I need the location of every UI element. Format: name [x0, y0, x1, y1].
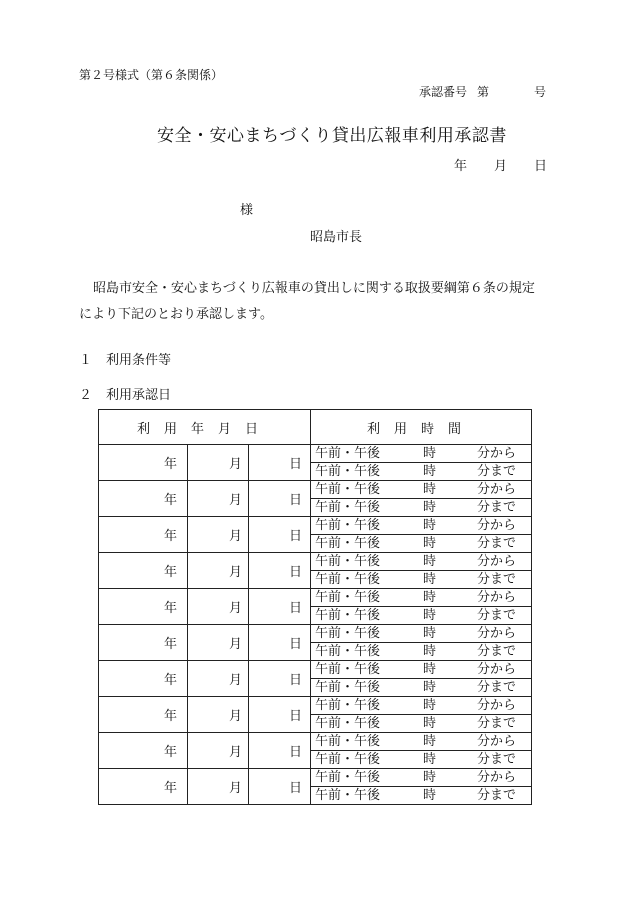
- end-ampm: 午前・午後: [315, 536, 381, 551]
- start-ampm: 午前・午後: [315, 590, 381, 605]
- end-ampm: 午前・午後: [315, 608, 381, 623]
- start-ampm: 午前・午後: [315, 554, 381, 569]
- end-hour: 時: [423, 608, 437, 623]
- end-hour: 時: [423, 680, 437, 695]
- section-2-label: 利用承認日: [106, 388, 172, 403]
- end-time-line: [311, 499, 531, 516]
- month-cell: 月: [188, 589, 249, 625]
- end-minute: 分まで: [477, 464, 517, 479]
- start-minute: 分から: [477, 662, 517, 677]
- start-time-line: [311, 661, 531, 678]
- body-text-line1: 昭島市安全・安心まちづくり広報車の貸出しに関する取扱要綱第６条の規定: [93, 281, 535, 296]
- end-hour: 時: [423, 644, 437, 659]
- start-hour: 時: [423, 734, 437, 749]
- end-ampm: 午前・午後: [315, 788, 381, 803]
- end-time-cell: [311, 715, 532, 733]
- month-cell: 月: [188, 481, 249, 517]
- month-cell: 月: [188, 733, 249, 769]
- end-time-line: [311, 607, 531, 624]
- start-hour: 時: [423, 590, 437, 605]
- end-minute: 分まで: [477, 644, 517, 659]
- start-ampm: 午前・午後: [315, 770, 381, 785]
- day-cell: 日: [249, 661, 311, 697]
- start-time-line: [311, 553, 531, 570]
- start-ampm: 午前・午後: [315, 446, 381, 461]
- month-cell: 月: [188, 445, 249, 481]
- section-2-number: ２: [79, 388, 93, 403]
- end-time-cell: [311, 751, 532, 769]
- start-hour: 時: [423, 626, 437, 641]
- end-ampm: 午前・午後: [315, 500, 381, 515]
- start-ampm: 午前・午後: [315, 698, 381, 713]
- start-minute: 分から: [477, 518, 517, 533]
- end-time-line: [311, 715, 531, 732]
- start-hour: 時: [423, 518, 437, 533]
- start-time-cell: [311, 733, 532, 751]
- day-cell: 日: [249, 445, 311, 481]
- start-hour: 時: [423, 698, 437, 713]
- table-row: [99, 589, 532, 607]
- start-hour: 時: [423, 446, 437, 461]
- end-time-cell: [311, 643, 532, 661]
- end-hour: 時: [423, 464, 437, 479]
- start-time-cell: [311, 625, 532, 643]
- day-cell: 日: [249, 589, 311, 625]
- end-ampm: 午前・午後: [315, 464, 381, 479]
- month-cell: 月: [188, 625, 249, 661]
- end-minute: 分まで: [477, 536, 517, 551]
- table-header-row: [99, 410, 532, 445]
- start-minute: 分から: [477, 554, 517, 569]
- year-cell: 年: [99, 481, 188, 517]
- end-ampm: 午前・午後: [315, 716, 381, 731]
- approval-number-suffix: 号: [534, 85, 547, 99]
- start-time-cell: [311, 445, 532, 463]
- day-cell: 日: [249, 769, 311, 805]
- day-cell: 日: [249, 733, 311, 769]
- approval-number-prefix: 第: [477, 85, 490, 99]
- start-minute: 分から: [477, 698, 517, 713]
- start-time-line: [311, 733, 531, 750]
- end-time-line: [311, 787, 531, 804]
- issue-year: 年: [454, 159, 468, 174]
- end-time-cell: [311, 679, 532, 697]
- day-cell: 日: [249, 553, 311, 589]
- month-cell: 月: [188, 517, 249, 553]
- end-hour: 時: [423, 572, 437, 587]
- table-row: [99, 517, 532, 535]
- end-time-cell: [311, 499, 532, 517]
- end-ampm: 午前・午後: [315, 752, 381, 767]
- table-row: [99, 661, 532, 679]
- end-minute: 分まで: [477, 680, 517, 695]
- year-cell: 年: [99, 553, 188, 589]
- start-time-cell: [311, 481, 532, 499]
- year-cell: 年: [99, 517, 188, 553]
- end-hour: 時: [423, 536, 437, 551]
- start-time-cell: [311, 661, 532, 679]
- end-minute: 分まで: [477, 572, 517, 587]
- start-ampm: 午前・午後: [315, 482, 381, 497]
- section-1-label: 利用条件等: [106, 353, 172, 368]
- start-time-line: [311, 445, 531, 462]
- start-time-cell: [311, 769, 532, 787]
- issue-day: 日: [534, 159, 548, 174]
- table-row: [99, 697, 532, 715]
- table-row: [99, 481, 532, 499]
- start-hour: 時: [423, 554, 437, 569]
- start-minute: 分から: [477, 734, 517, 749]
- start-ampm: 午前・午後: [315, 626, 381, 641]
- end-ampm: 午前・午後: [315, 572, 381, 587]
- end-time-line: [311, 679, 531, 696]
- page-title: 安全・安心まちづくり貸出広報車利用承認書: [157, 126, 507, 146]
- end-hour: 時: [423, 500, 437, 515]
- start-hour: 時: [423, 770, 437, 785]
- start-time-line: [311, 697, 531, 714]
- year-cell: 年: [99, 589, 188, 625]
- end-hour: 時: [423, 788, 437, 803]
- start-hour: 時: [423, 662, 437, 677]
- end-time-cell: [311, 571, 532, 589]
- table-row: [99, 625, 532, 643]
- end-time-line: [311, 463, 531, 480]
- end-minute: 分まで: [477, 716, 517, 731]
- end-hour: 時: [423, 716, 437, 731]
- month-cell: 月: [188, 553, 249, 589]
- end-ampm: 午前・午後: [315, 644, 381, 659]
- start-time-line: [311, 589, 531, 606]
- section-1-number: １: [79, 353, 93, 368]
- body-text-line2: により下記のとおり承認します。: [79, 307, 273, 322]
- approval-number-label: 承認番号: [419, 85, 468, 99]
- end-time-cell: [311, 607, 532, 625]
- start-time-line: [311, 481, 531, 498]
- issuer-name: 昭島市長: [310, 230, 363, 245]
- start-hour: 時: [423, 482, 437, 497]
- schedule-table: [98, 409, 532, 805]
- year-cell: 年: [99, 733, 188, 769]
- day-cell: 日: [249, 625, 311, 661]
- start-time-cell: [311, 589, 532, 607]
- year-cell: 年: [99, 697, 188, 733]
- end-minute: 分まで: [477, 500, 517, 515]
- addressee-honorific: 様: [240, 203, 254, 218]
- table-row: [99, 553, 532, 571]
- table-row: [99, 733, 532, 751]
- day-cell: 日: [249, 481, 311, 517]
- start-minute: 分から: [477, 446, 517, 461]
- start-time-cell: [311, 553, 532, 571]
- header-time: 利用時間: [311, 410, 532, 445]
- issue-month: 月: [494, 159, 508, 174]
- start-ampm: 午前・午後: [315, 662, 381, 677]
- start-minute: 分から: [477, 590, 517, 605]
- start-time-line: [311, 517, 531, 534]
- end-time-line: [311, 571, 531, 588]
- year-cell: 年: [99, 445, 188, 481]
- end-minute: 分まで: [477, 608, 517, 623]
- header-date: 利用年月日: [99, 410, 311, 445]
- end-time-line: [311, 643, 531, 660]
- start-minute: 分から: [477, 770, 517, 785]
- day-cell: 日: [249, 697, 311, 733]
- end-hour: 時: [423, 752, 437, 767]
- month-cell: 月: [188, 697, 249, 733]
- table-row: [99, 769, 532, 787]
- table-row: [99, 445, 532, 463]
- start-time-line: [311, 625, 531, 642]
- end-time-cell: [311, 463, 532, 481]
- end-time-line: [311, 535, 531, 552]
- month-cell: 月: [188, 661, 249, 697]
- end-minute: 分まで: [477, 752, 517, 767]
- end-minute: 分まで: [477, 788, 517, 803]
- year-cell: 年: [99, 661, 188, 697]
- start-minute: 分から: [477, 482, 517, 497]
- day-cell: 日: [249, 517, 311, 553]
- year-cell: 年: [99, 769, 188, 805]
- end-time-cell: [311, 787, 532, 805]
- start-time-cell: [311, 697, 532, 715]
- start-minute: 分から: [477, 626, 517, 641]
- end-time-cell: [311, 535, 532, 553]
- month-cell: 月: [188, 769, 249, 805]
- year-cell: 年: [99, 625, 188, 661]
- end-time-line: [311, 751, 531, 768]
- start-ampm: 午前・午後: [315, 518, 381, 533]
- end-ampm: 午前・午後: [315, 680, 381, 695]
- start-time-cell: [311, 517, 532, 535]
- form-number: 第２号様式（第６条関係）: [79, 68, 224, 82]
- start-time-line: [311, 769, 531, 786]
- start-ampm: 午前・午後: [315, 734, 381, 749]
